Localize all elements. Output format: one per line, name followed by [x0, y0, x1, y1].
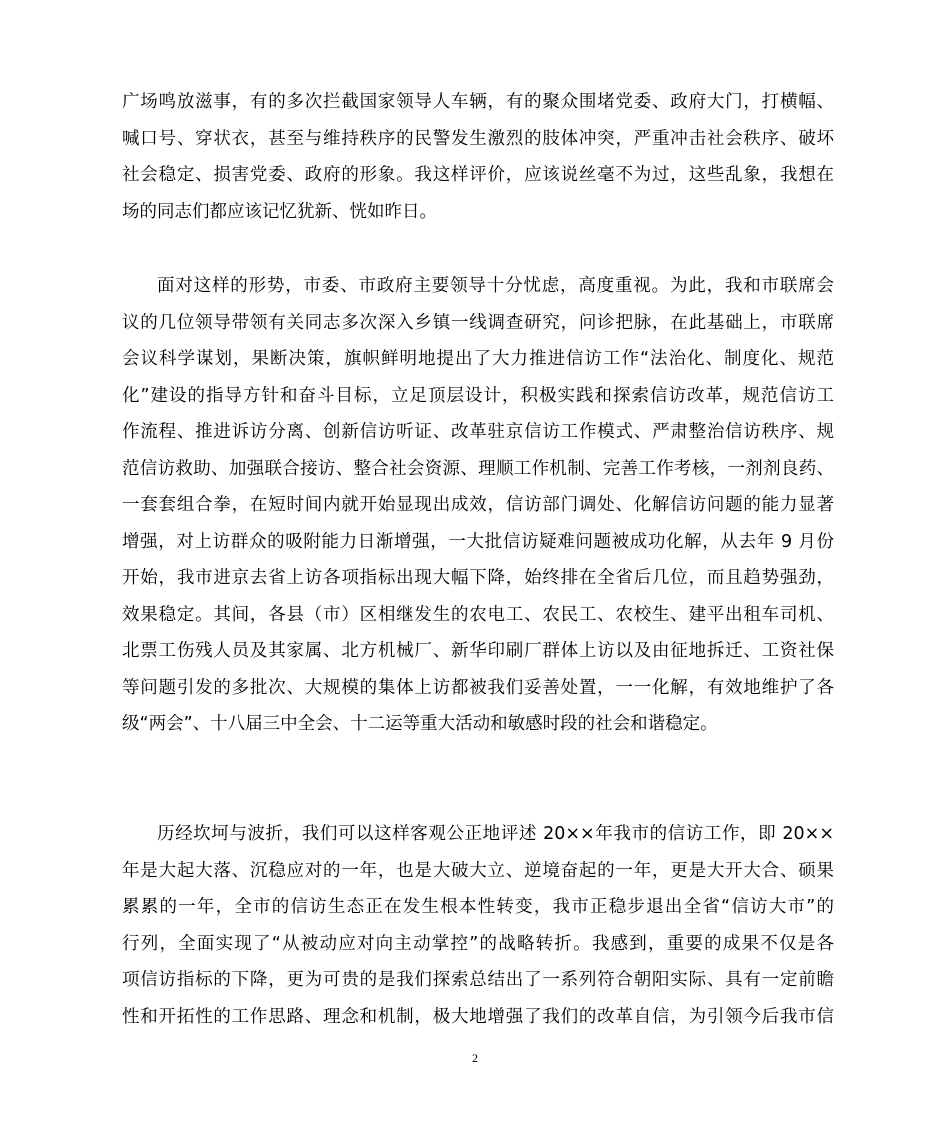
- paragraph-3: [122, 816, 834, 1035]
- paragraph-line: 化”建设的指导方针和奋斗目标，立足顶层设计，积极实践和探索信访改革，规范信访工: [122, 385, 834, 406]
- paragraph-line: 累累的一年，全市的信访生态正在发生根本性转变，我市正稳步退出全省“信访大市”的: [122, 897, 834, 917]
- paragraph-line: 项信访指标的下降，更为可贵的是我们探索总结出了一系列符合朝阳实际、具有一定前瞻: [122, 970, 834, 990]
- paragraph-line: 增强，对上访群众的吸附能力日渐增强，一大批信访疑难问题被成功化解，从去年 9 月份: [122, 531, 834, 552]
- paragraph-line: 广场鸣放滋事，有的多次拦截国家领导人车辆，有的聚众围堵党委、政府大门，打横幅、: [122, 92, 834, 112]
- paragraph-line: 社会稳定、损害党委、政府的形象。我这样评价，应该说丝毫不为过，这些乱象，我想在: [122, 165, 834, 185]
- paragraph-line: 历经坎坷与波折，我们可以这样客观公正地评述 20××年我市的信访工作，即 20××: [157, 824, 834, 844]
- paragraph-line: 场的同志们都应该记忆犹新、恍如昨日。: [122, 201, 437, 222]
- paragraph-line: 作流程、推进诉访分离、创新信访听证、改革驻京信访工作模式、严肃整治信访秩序、规: [122, 422, 834, 442]
- paragraph-line: 开始，我市进京去省上访各项指标出现大幅下降，始终排在全省后几位，而且趋势强劲，: [122, 568, 834, 588]
- paragraph-line: 范信访救助、加强联合接访、整合社会资源、理顺工作机制、完善工作考核，一剂剂良药、: [122, 458, 834, 479]
- paragraph-2: [122, 268, 834, 743]
- page-number: 2: [472, 1051, 478, 1065]
- paragraph-line: 面对这样的形势，市委、市政府主要领导十分忧虑，高度重视。为此，我和市联席会: [157, 276, 834, 296]
- paragraph-line: 会议科学谋划，果断决策，旗帜鲜明地提出了大力推进信访工作“法治化、制度化、规范: [122, 349, 834, 369]
- paragraph-line: 行列，全面实现了“从被动应对向主动掌控”的战略转折。我感到，重要的成果不仅是各: [122, 933, 834, 954]
- paragraph-line: 等问题引发的多批次、大规模的集体上访都被我们妥善处置，一一化解，有效地维护了各: [122, 677, 834, 698]
- paragraph-line: 议的几位领导带领有关同志多次深入乡镇一线调查研究，问诊把脉，在此基础上，市联席: [122, 312, 834, 333]
- paragraph-line: 北票工伤残人员及其家属、北方机械厂、新华印刷厂群体上访以及由征地拆迁、工资社保: [122, 641, 834, 661]
- paragraph-line: 年是大起大落、沉稳应对的一年，也是大破大立、逆境奋起的一年，更是大开大合、硕果: [122, 860, 834, 881]
- paragraph-line: 效果稳定。其间，各县（市）区相继发生的农电工、农民工、农校生、建平出租车司机、: [122, 604, 834, 625]
- paragraph-line: 一套套组合拳，在短时间内就开始显现出成效，信访部门调处、化解信访问题的能力显著: [122, 495, 834, 515]
- paragraph-line: 性和开拓性的工作思路、理念和机制，极大地增强了我们的改革自信，为引领今后我市信: [122, 1006, 834, 1027]
- paragraph-line: 级“两会”、十八届三中全会、十二运等重大活动和敏感时段的社会和谐稳定。: [122, 714, 718, 734]
- paragraph-line: 喊口号、穿状衣，甚至与维持秩序的民警发生激烈的肢体冲突，严重冲击社会秩序、破坏: [122, 128, 834, 149]
- paragraph-1: [122, 84, 834, 230]
